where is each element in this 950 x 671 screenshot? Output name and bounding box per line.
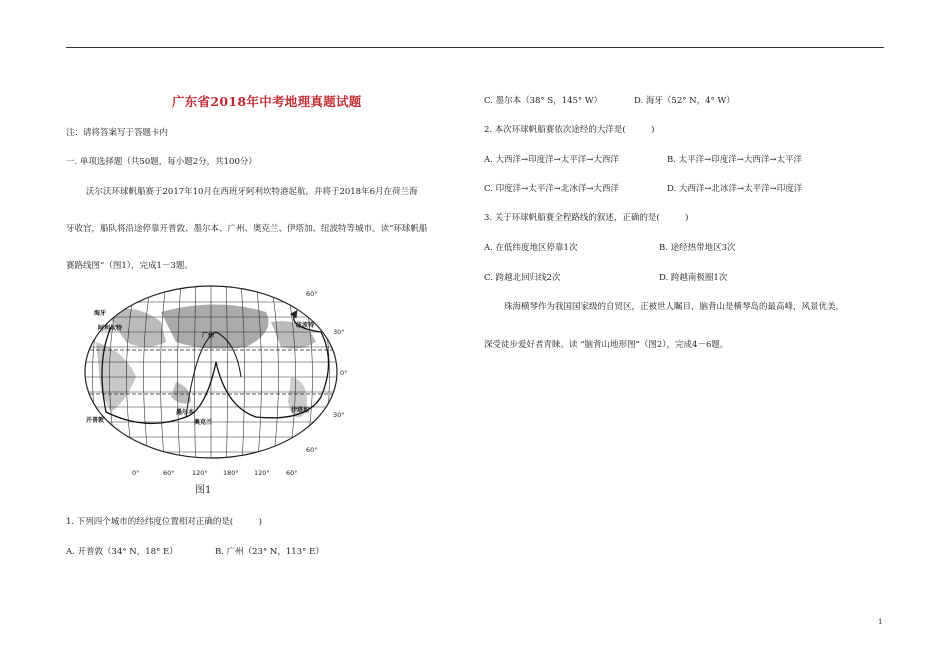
question-3-stem: 3. 关于环球帆船赛全程路线的叙述，正确的是( )	[484, 213, 689, 223]
question-3-option-d: D. 跨越南极圈1次	[659, 273, 728, 283]
lon-label: 60°	[163, 469, 175, 477]
question-3-option-b: B. 途经热带地区3次	[659, 243, 736, 253]
passage-2-line-2: 深受徒步爱好者青睐。读 “脑背山地形图”（图2），完成4－6题。	[484, 340, 729, 350]
question-2-option-c: C. 印度洋→太平洋→北冰洋→大西洋	[484, 184, 619, 194]
header-rule	[66, 47, 884, 48]
intro-line-1: 沃尔沃环球帆船赛于2017年10月在西班牙阿利坎特港起航，并将于2018年6月在荷兰海	[86, 187, 418, 197]
lat-label: 30°	[333, 328, 345, 336]
intro-line-3: 赛路线图”（图1），完成1－3题。	[66, 261, 193, 271]
lon-label: 120°	[192, 469, 208, 477]
question-1-stem: 1. 下列四个城市的经纬度位置相对正确的是( )	[66, 517, 262, 527]
map-label: 伊塔加	[291, 407, 310, 414]
question-2-option-a: A. 大西洋→印度洋→太平洋→大西洋	[484, 155, 619, 165]
note: 注：请将答案写于答题卡内	[66, 128, 169, 138]
page-number: 1	[878, 618, 883, 626]
section-heading: 一. 单项选择题（共50题，每小题2分，共100分）	[66, 157, 257, 167]
page-title: 广东省2018年中考地理真题试题	[172, 94, 362, 109]
world-route-map	[66, 282, 356, 480]
map-label: 广州	[202, 332, 215, 339]
continent-shape	[161, 305, 269, 349]
lat-label: 60°	[306, 446, 318, 454]
passage-2-line-1: 珠海横琴作为我国国家级的自贸区，正被世人瞩目，脑背山是横琴岛的最高峰，风景优美，	[504, 302, 845, 312]
map-label: 奥克兰	[194, 419, 213, 426]
lat-label: 0°	[340, 369, 348, 377]
intro-line-2: 牙收官，船队将沿途停靠开普敦、墨尔本、广州、奥克兰、伊塔加、纽波特等城市。读“环球帆船	[66, 224, 428, 234]
figure-caption: 图1	[195, 485, 212, 496]
map-label: 海牙	[94, 310, 107, 317]
map-label: 开普敦	[86, 417, 105, 424]
question-1-option-c: C. 墨尔本（38° S，145° W）	[484, 96, 603, 106]
lon-label: 0°	[132, 469, 140, 477]
question-1-option-a: A. 开普敦（34° N，18° E）	[66, 547, 178, 557]
lon-label: 120°	[254, 469, 270, 477]
question-2-option-d: D. 大西洋→北冰洋→太平洋→印度洋	[667, 184, 803, 194]
question-3-option-c: C. 跨越北回归线2次	[484, 273, 561, 283]
map-label: 墨尔本	[176, 409, 195, 416]
lat-label: 30°	[333, 411, 345, 419]
question-1-option-b: B. 广州（23° N，113° E）	[215, 547, 324, 557]
lon-label: 60°	[286, 469, 298, 477]
question-1-option-d: D. 海牙（52° N，4° W）	[634, 96, 735, 106]
question-2-stem: 2. 本次环球帆船赛依次途经的大洋是( )	[484, 125, 655, 135]
question-3-option-a: A. 在低纬度地区停靠1次	[484, 243, 578, 253]
map-label: 阿利坎特	[98, 325, 123, 332]
lon-label: 180°	[223, 469, 239, 477]
map-label: 纽波特	[296, 322, 315, 329]
lat-label: 60°	[306, 290, 318, 298]
question-2-option-b: B. 太平洋→印度洋→大西洋→太平洋	[667, 155, 803, 165]
